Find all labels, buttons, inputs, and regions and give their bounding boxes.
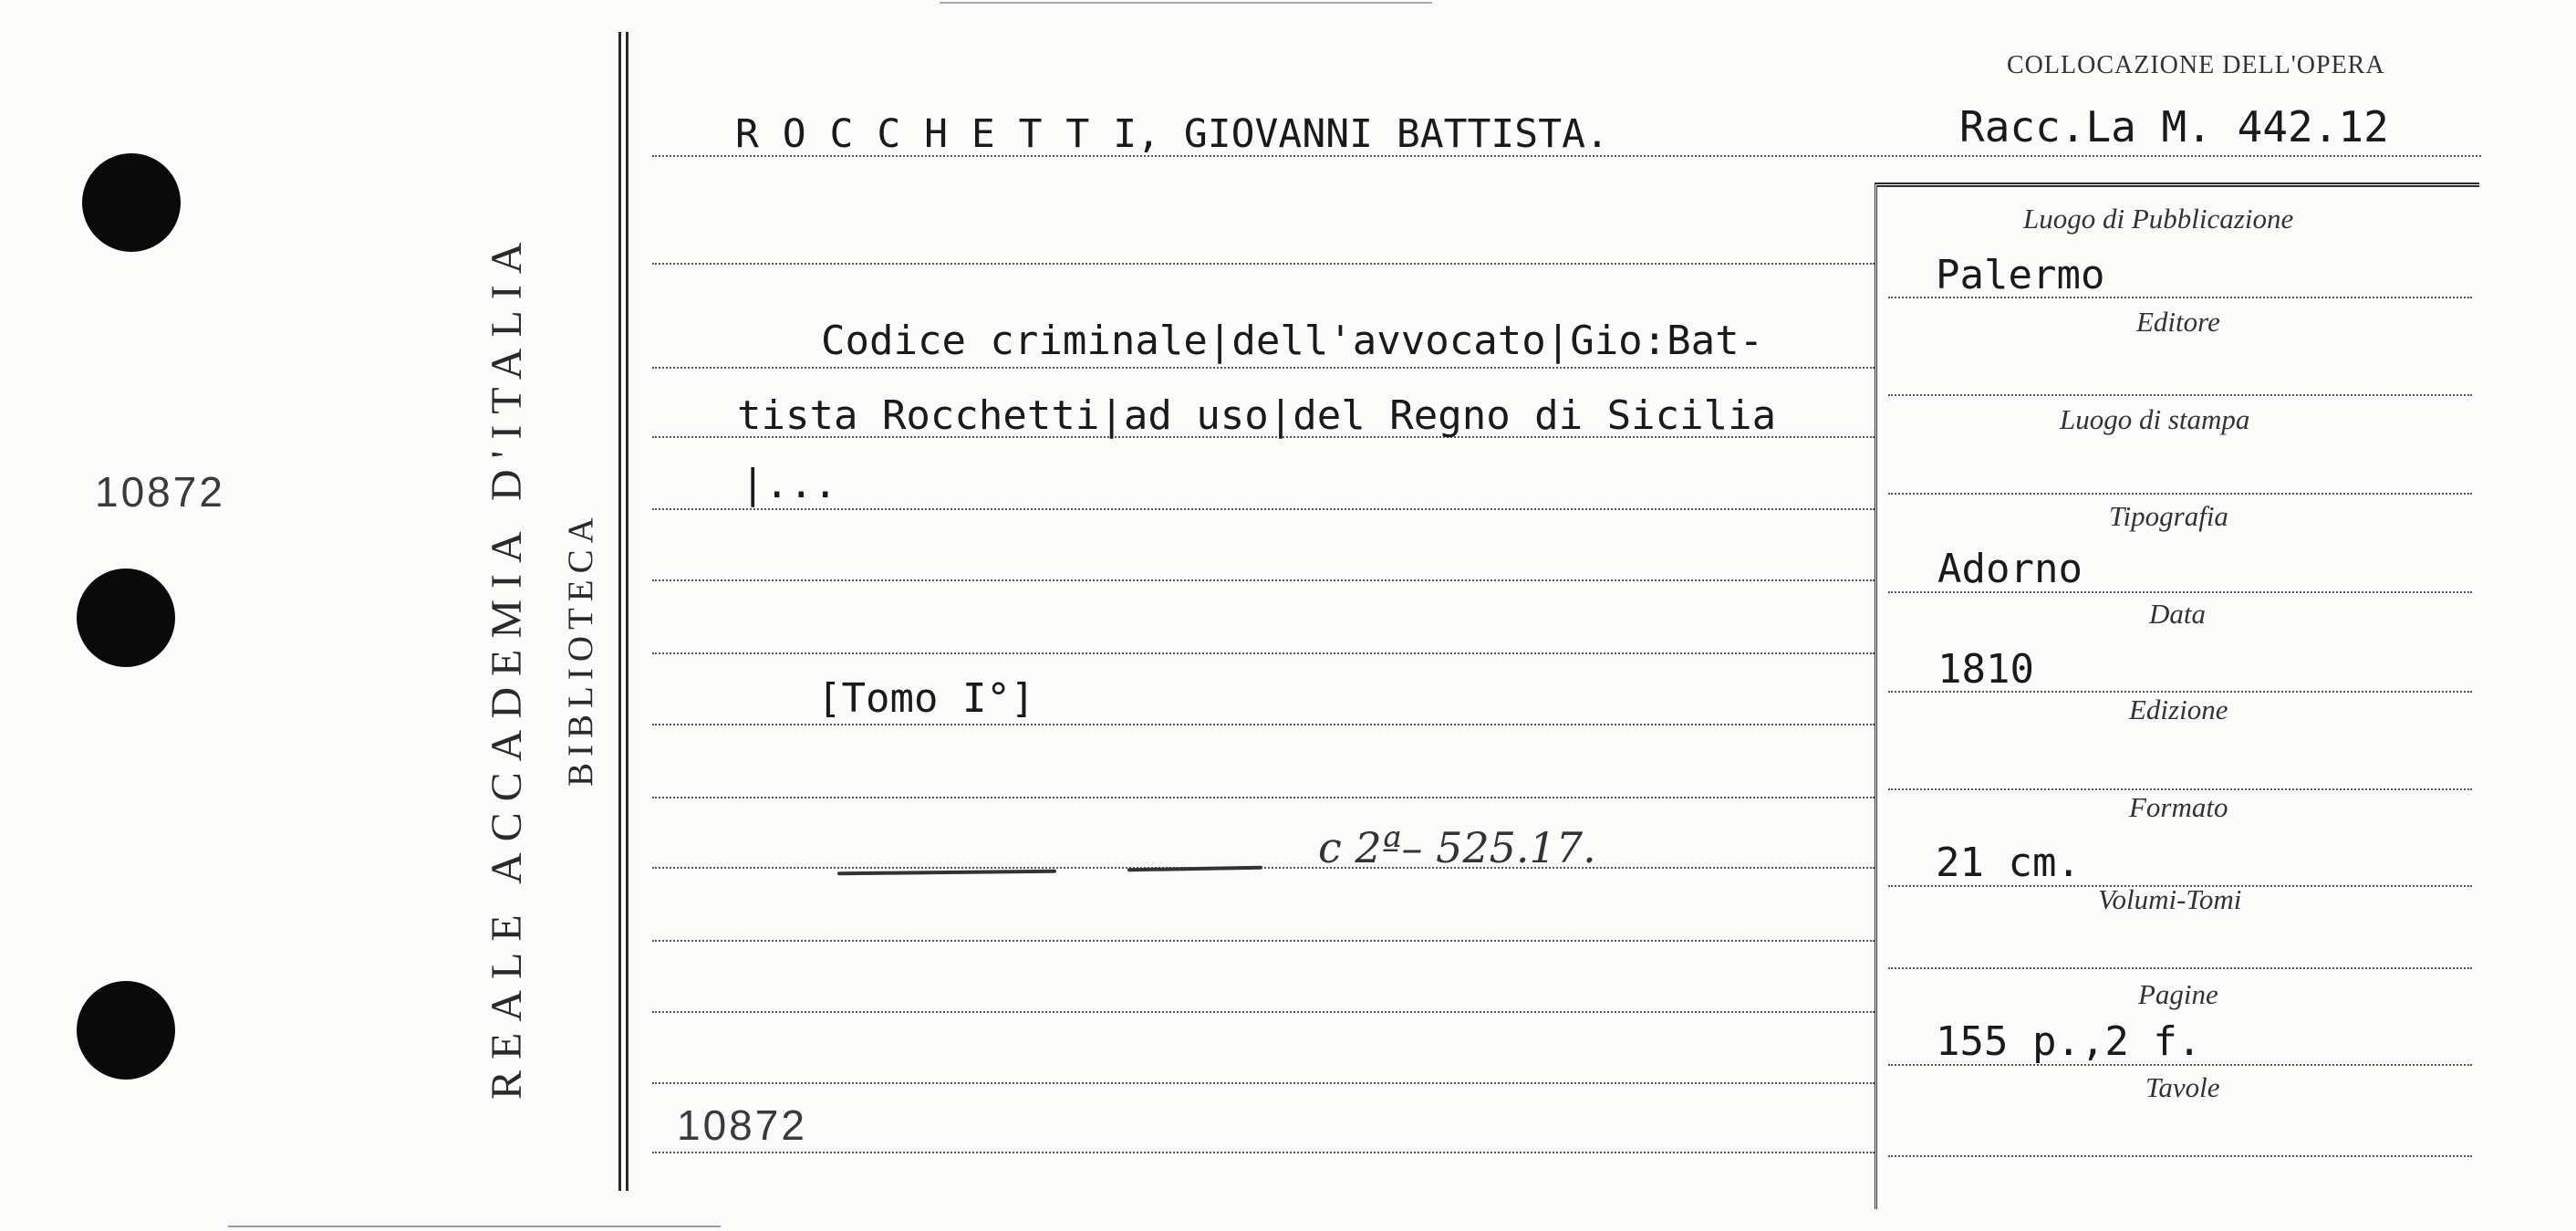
data-label: Data: [2149, 598, 2206, 630]
rule-line: [652, 579, 1875, 581]
luogo-pubblicazione-value: Palermo: [1936, 252, 2105, 298]
title-line-3: |...: [741, 461, 837, 507]
edizione-label: Edizione: [2129, 694, 2228, 725]
punch-hole-middle: [77, 569, 175, 667]
institution-title: REALE ACCADEMIA D'ITALIA: [483, 231, 531, 1100]
scan-edge-line: [228, 1226, 721, 1227]
left-double-rule-a: [618, 32, 621, 1191]
rule-line: [652, 724, 1875, 725]
rule-line: [652, 263, 1875, 265]
box-rule-line: [1888, 493, 2472, 495]
library-title: BIBLIOTECA: [561, 511, 600, 787]
rule-line: [652, 1011, 1875, 1013]
formato-value: 21 cm.: [1936, 840, 2081, 886]
side-number: 10872: [95, 468, 225, 516]
collocation-label: COLLOCAZIONE DELL'OPERA: [2007, 51, 2385, 79]
author-heading: R O C C H E T T I, GIOVANNI BATTISTA.: [735, 111, 1609, 157]
tipografia-label: Tipografia: [2109, 500, 2228, 532]
editore-label: Editore: [2136, 306, 2220, 338]
tavole-label: Tavole: [2145, 1071, 2220, 1103]
rule-line: [652, 652, 1875, 654]
rule-line: [652, 1152, 1875, 1153]
box-rule-line: [1888, 1155, 2472, 1157]
pen-stroke: [837, 870, 1056, 876]
luogo-stampa-label: Luogo di stampa: [2060, 403, 2250, 435]
box-rule-line: [1888, 788, 2472, 790]
tipografia-value: Adorno: [1937, 546, 2083, 592]
title-line-1: Codice criminale|dell'avvocato|Gio:Bat-: [821, 318, 1764, 364]
pagine-value: 155 p.,2 f.: [1936, 1018, 2202, 1065]
left-double-rule-b: [626, 32, 628, 1191]
scan-edge-line: [940, 2, 1432, 4]
pagine-label: Pagine: [2138, 978, 2218, 1010]
punch-hole-bottom: [77, 981, 175, 1080]
rule-line: [652, 367, 1875, 369]
tomo-note: [Tomo I°]: [817, 675, 1035, 722]
rule-line: [652, 508, 1875, 510]
rule-line: [652, 867, 1875, 869]
rule-line: [652, 940, 1875, 942]
formato-label: Formato: [2129, 791, 2228, 823]
data-value: 1810: [1937, 646, 2034, 693]
handwritten-shelf-note: c 2ª– 525.17.: [1318, 823, 1596, 872]
rule-line: [652, 797, 1875, 798]
collocation-value: Racc.La M. 442.12: [1959, 102, 2389, 151]
rule-line: [652, 1082, 1875, 1084]
punch-hole-top: [82, 153, 181, 252]
bottom-number: 10872: [677, 1101, 807, 1149]
box-rule-line: [1888, 967, 2472, 969]
volumi-tomi-label: Volumi-Tomi: [2098, 883, 2242, 915]
luogo-pubblicazione-label: Luogo di Pubblicazione: [2023, 203, 2294, 235]
title-line-2: tista Rocchetti|ad uso|del Regno di Sicilia: [737, 392, 1777, 439]
box-rule-line: [1888, 394, 2472, 396]
